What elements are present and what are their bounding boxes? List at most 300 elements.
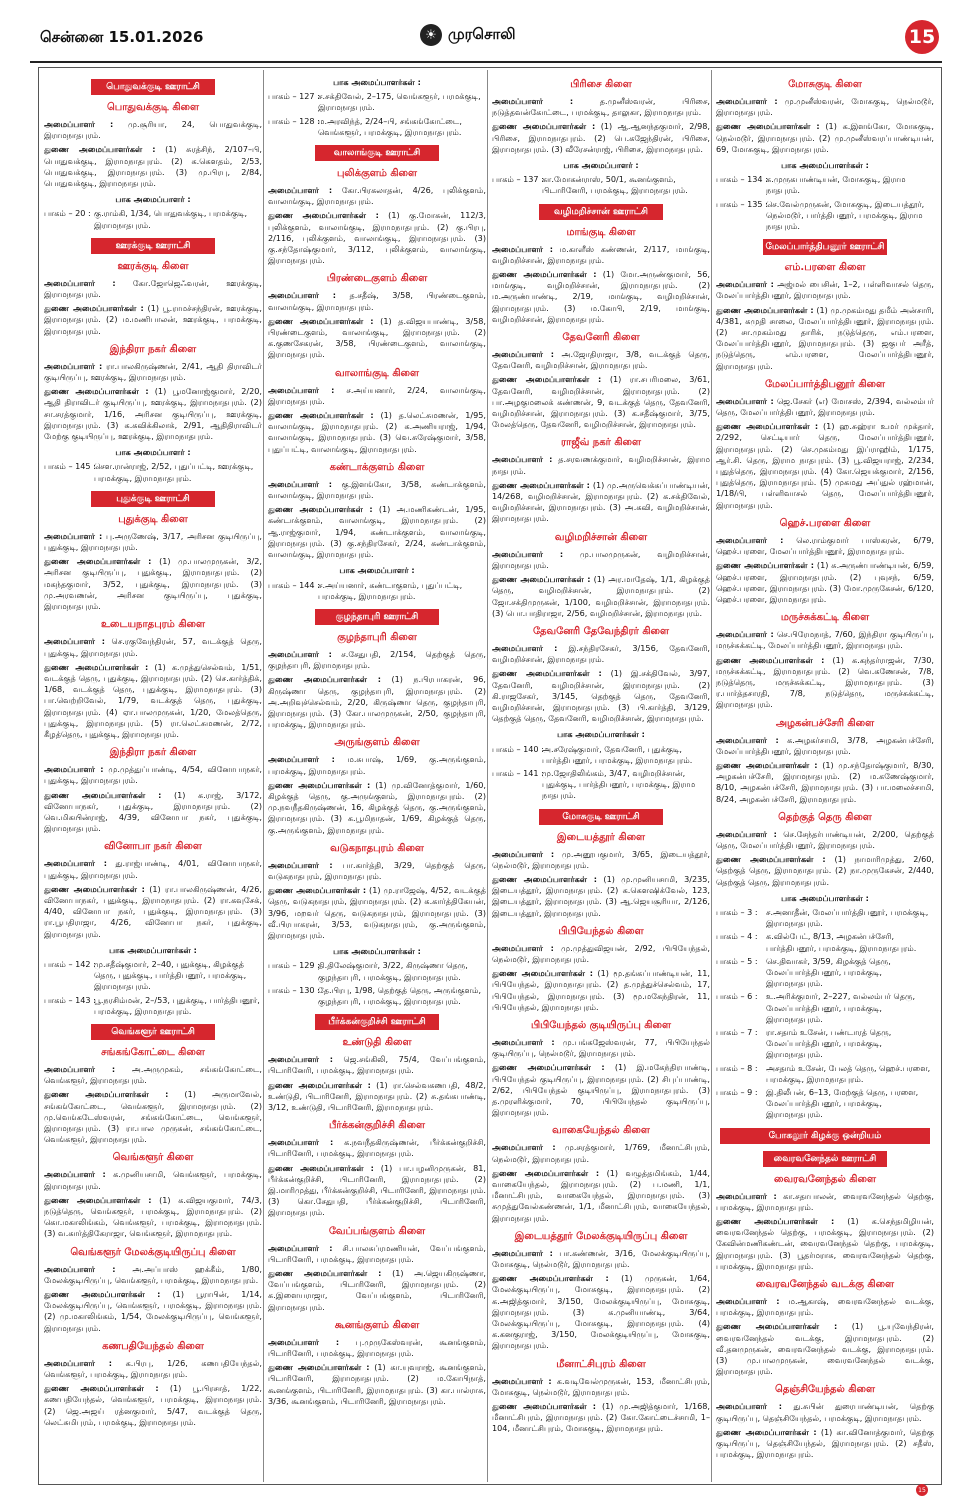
branch-title: மேலப்பார்த்திபனூர் கிளை [764,378,886,390]
organizer-details: க.வடிவேல்முருகன், 153, மீனாட்சிபுரம், மோசுகுடி, நெல்மடூர், இராமநாதபுரம். [492,1375,710,1397]
organizer-entry [268,1243,486,1265]
role-label: துணை அமைப்பாளர்கள் : [44,1194,152,1205]
organizer-entry [492,874,710,919]
booth-entry [716,1063,934,1085]
branch-title: இந்திரா நகர் கிளை [109,343,197,355]
role-label: அமைப்பாளர் : [268,384,335,395]
organizer-entry [716,121,934,155]
organizer-entry [44,884,262,940]
role-label: துணை அமைப்பாளர்கள் : [492,574,591,585]
booth-organizers-heading: பாக அமைப்பாளர்கள் : [333,77,421,87]
organizer-entry [492,349,710,371]
organizer-details: அஜ்மல் பைசின், 1–2, பள்ளிவாசல் தெரு, மேலப்பார்த்திபனூர், இராமநாதபுரம். [716,279,934,301]
booth-number: பாகம் – 8 : [716,1062,758,1073]
organizer-entry [492,849,710,871]
organizer-details: (1) ஆ.ஆனந்தகுமார், 2/98, பிரிசை, இராமநாதபுரம். (2) பெ.கஜேந்திரன், பிரிசை, இராமநாதபுரம். (3) வீரேசன்ராஜ், பிரிசை, இராமநாதபுரம். [492,121,710,154]
branch-title: இந்திரா நகர் கிளை [109,747,197,759]
booth-organizer: ச.அய்யனார், கண்டாகுளம், புதுப்பட்டி, பரமக்குடி, இராமநாதபுரம். [318,579,463,601]
edition-date: சென்னை 15.01.2026 [40,28,204,46]
branch-title: பிபியேந்தல் குடியிருப்பு கிளை [531,1019,671,1031]
organizer-details: மு.சரத்குமார், 1/769, மீனாட்சிபுரம், நெல்மடூர், இராமநாதபுரம். [492,1142,710,1164]
organizer-entry [716,96,934,118]
booth-organizer: செ.வேல்முருகன், மோசுகுடி, இடையத்தூர், நெல்மடூர், பார்த்திபனூர், பரமக்குடி, இராம நாதபுரம். [766,198,925,232]
organizer-details: மு.முத்துப்பாண்டி, 4/54, வினோபாநகர், புதுக்குடி, இராமநாதபுரம். [44,764,262,786]
role-label: அமைப்பாளர் : [492,1036,555,1047]
booth-organizer: க.வில்பேட், 8/13, அழகன்பச்சேரி, பார்த்திபனூர், பரமக்குடி, இராமநாதபுரம். [766,931,917,953]
role-label: துணை அமைப்பாளர்கள் : [492,968,593,979]
organizer-details: செ.பிரேமநாத், 7/60, இந்திரா குடியிருப்பு, மருச்சுக்கட்டி, மேலப்பார்த்திபனூர், இராமநாதபுரம். [716,629,934,651]
booth-entry [716,1087,934,1121]
role-label: அமைப்பாளர் : [492,642,558,653]
role-label: அமைப்பாளர் : [268,754,335,765]
organizer-entry [268,210,486,266]
organizer-entry [492,1273,710,1351]
organizer-entry [44,1264,262,1286]
branch-title: வடுகநாதபுரம் கிளை [330,842,424,854]
role-label: அமைப்பாளர் : [268,290,336,301]
organizer-details: லெ.ராம்குமார் பாஸ்கரன், 6/79, ஹெச்.பரளை, மேலப்பார்த்திபனூர், இராமநாதபுரம். [716,534,934,557]
branch-title: தேவனேரி கிளை [562,332,640,344]
branch-title: கண்டாக்குளம் கிளை [329,461,425,473]
organizer-entry [268,1054,486,1076]
panchayat-header: மோசுகுடி ஊராட்சி [539,809,663,825]
branch-title: புதுக்குடி கிளை [118,513,188,525]
branch-title: பிரிசை கிளை [570,79,632,90]
branch-title: பிபியேந்தல் கிளை [558,925,644,937]
booth-entry [716,199,934,233]
organizer-details: (1) பா.பழனிமுருகன், 81, பீர்க்கன்குறிச்சி, பிடாரினேரி, இராமநாதபுரம். (2) இ.மாரிமுத்து, பீர்க்கன்குறிச்சி, பிடாரினேரி, இராமநாதபுரம். (3) கொ.சேதுபதி, பீர்க்கன்குறிச்சி, பிடாரினேரி, இராமநாதபுரம். [268,1162,486,1218]
organizer-details: க.பிரபு, 1/26, கணபதியேந்தல், வெங்களூர், பரமக்குடி, இராமநாதபுரம். [44,1357,262,1380]
booth-entry [44,959,262,993]
organizer-entry [44,790,262,835]
organizer-entry [268,780,486,836]
booth-entry [268,960,486,982]
role-label: துணை அமைப்பாளர்கள் : [716,759,818,770]
role-label: அமைப்பாளர் : [268,1137,334,1148]
branch-title: கணபதியேந்தல் கிளை [102,1340,204,1352]
column-1 [44,72,262,1480]
branch-title: மோசுகுடி கிளை [788,79,862,90]
organizer-details: (1) கு.மோகன், 112/3, புலிக்குளம், வாலாங்குடி, இராமநாதபுரம். (2) கு.பிரபு, 2/116, புலிக்குளம், வாலாங்குடி, இராமநாதபுரம். (3) கு.சந்தோஷ்குமார், 3/112, புலிக்குளம், வாலாங்குடி, இராமநாதபுரம். [268,210,486,266]
booth-organizer: சௌ.ரான்ராஜ், 2/52, புதுப்பட்டி, ஊரக்குடி, பரமக்குடி, இராமநாதபுரம். [94,461,254,483]
booth-organizers-heading: பாக அமைப்பாளர்கள் : [333,946,421,957]
role-label: அமைப்பாளர் : [44,1263,116,1274]
booth-organizer: மு.சதீஷ்குமார், 2–40, புதுக்குடி, கிழக்குத் தெரு, புதுக்குடி, பார்த்திபனூர், பரமக்குடி, இராமநாதபுரம். [94,958,247,992]
role-label: அமைப்பாளர் : [492,1375,552,1386]
masthead [0,0,972,62]
organizer-entry [44,764,262,786]
organizer-entry [716,421,934,511]
role-label: அமைப்பாளர் : [716,534,784,545]
booth-organizers-heading: பாக அமைப்பாளர்கள் : [781,160,869,171]
organizer-entry [716,629,934,651]
organizer-entry [716,1296,934,1318]
organizer-entry [716,1216,934,1272]
branch-title: மருச்சுக்கட்டி கிளை [780,612,870,624]
panchayat-header: புதுக்குடி ஊராட்சி [91,491,215,507]
booth-entry [716,931,934,953]
role-label: துணை அமைப்பாளர்கள் : [268,210,379,221]
role-label: அமைப்பாளர் : [492,548,564,559]
organizer-details: பா.கார்த்தி, 3/29, தெற்குத் தெரு, வடுகநாதபுரம், இராமநாதபுரம். [268,859,486,881]
organizer-entry [268,316,486,361]
organizer-details: கோ.ஜோஜெஃவரன், ஊரக்குடி, இராமநாதபுரம். [44,277,262,300]
branch-title: குழந்தாபுரி கிளை [337,631,417,643]
organizer-details: (1) பூராபின், 1/14, மேலக்குடியிருப்பு, வெங்களூர், பரமக்குடி, இராமநாதபுரம். (2) மு.மகாலிங்கம், 1/54, மேலக்குடியிருப்பு, வெங்களூர், இராமநாதபுரம். [44,1289,262,1333]
role-label: துணை அமைப்பாளர்கள் : [492,1062,605,1073]
role-label: அமைப்பாளர் : [492,942,554,953]
organizer-details: மு.பங்கஜேஸ்வரன், 77, பிபியேந்தல் குடியிருப்பு, நெல்மடூர், இராமநாதபுரம். [492,1036,710,1059]
role-label: அமைப்பாளர் : [44,1357,113,1368]
organizer-entry [44,144,262,189]
organizer-details: ச.அய்யனார், 2/24, வாலாங்குடி, இராமநாதபுரம். [268,384,486,406]
branch-title: எம்.பரளை கிளை [784,262,866,274]
booth-organizer: ச.அனாதீன், மேலப்பார்த்திபனூர், பரமக்குடி, இராமநாதபுரம். [766,906,929,929]
role-label: துணை அமைப்பாளர்கள் : [492,1401,597,1412]
role-label: துணை அமைப்பாளர்கள் : [716,1426,817,1437]
role-label: துணை அமைப்பாளர்கள் : [44,386,149,397]
organizer-details: அ.அப்பாஸ் ஹக்கீம், 1/80, மேலக்குடியிருப்பு, வெங்களூர், பரமக்குடி, இராமநாதபுரம். [44,1263,262,1285]
newspaper-logo [420,24,516,46]
organizer-entry [268,290,486,312]
role-label: அமைப்பாளர் : [716,1296,780,1307]
role-label: துணை அமைப்பாளர்கள் : [44,303,144,314]
organizer-details: (1) ரா.செல்வகணபதி, 48/2, உண்டுதி, பிடாரினேரி, இராமநாதபுரம். (2) சு.தங்கபாண்டி, 3/12, உண்டுதி, பிடாரினேரி, இராமநாதபுரம். [268,1079,486,1112]
organizer-entry [492,374,710,430]
booth-organizers-heading: பாக அமைப்பாளர்கள் : [781,892,869,903]
booth-number: பாகம் – 3 : [716,906,758,917]
booth-number: பாகம் – 129 : [268,960,320,971]
organizer-entry [268,479,486,501]
organizer-entry [268,649,486,671]
booth-organizer: தே.பிரபு, 1/98, தெற்குத் தெரு, அருங்குளம், குழந்தாபுரி, பரமக்குடி, இராமநாதபுரம். [318,984,482,1006]
booth-number: பாகம் – 143 : [44,994,96,1005]
organizer-entry [716,735,934,757]
booth-organizer: க.முருகபாண்டியன், மோசுகுடி, இராம நாதபுரம். [766,174,906,196]
organizer-details: (1) க.ராஜ், 3/172, வினோபாநகர், புதுக்குடி, இராமநாதபுரம். (2) வெ.மிகயின்ராஜ், 4/39, வினோபா நகர், புதுக்குடி, இராமநாதபுரம். [44,789,262,834]
booth-number: பாகம் – 130 : [268,984,320,995]
branch-title: புலிக்குளம் கிளை [336,168,418,180]
booth-entry [716,174,934,196]
role-label: அமைப்பாளர் : [492,349,554,360]
role-label: அமைப்பாளர் : [268,1336,340,1347]
role-label: துணை அமைப்பாளர்கள் : [268,1362,370,1373]
role-label: துணை அமைப்பாளர்கள் : [716,654,825,665]
role-label: துணை அமைப்பாளர்கள் : [268,1079,371,1090]
organizer-entry [44,1195,262,1240]
booth-organizer: அ.சரேஷ்குமார், தேவனேரி, புதுக்குடி, பார்த்திபனூர், பரமக்குடி, இராமநாதபுரம். [542,743,693,765]
organizer-details: (1) மு.பாலமுருகன், 3/2, அரிசன குடியிருப்பு, புதுக்குடி, இராமநாதபுரம். (2) மகந்தகுமார், 3/52, புதுக்குடி, இராமநாதபுரம். (3) மு.அரவணன், அரிசன குடியிருப்பு, புதுக்குடி, இராமநாதபுரம். [44,556,262,612]
branch-title: இடையத்தூர் மேலக்குடியிருப்பு கிளை [514,1230,688,1242]
branch-title: வினோபா நகர் கிளை [104,841,202,853]
organizer-details: க.முனியசாமி, வெங்களூர், பரமக்குடி, இராமநாதபுரம். [44,1169,262,1191]
branch-title: வாகையேந்தல் கிளை [552,1125,650,1137]
organizer-entry [44,1089,262,1145]
column-3 [492,72,710,1480]
role-label: அமைப்பாளர் : [716,734,779,745]
role-label: துணை அமைப்பாளர்கள் : [716,421,819,432]
role-label: அமைப்பாளர் : [44,764,104,775]
role-label: அமைப்பாளர் : [44,277,116,288]
organizer-details: பு.முருகேஸ்வரன், கூனங்குளம், பிடாரினேரி, பரமக்குடி, இராமநாதபுரம். [268,1336,486,1359]
booth-number: பாகம் – 135 : [716,198,768,209]
booth-organizer: உ.அரிக்குமார், 2–227, வல்லம்பர் தெரு, மேலப்பார்த்திபனூர், பரமக்குடி, இராமநாதபுரம். [766,991,916,1024]
organizer-details: மு.முனீஸ்வரன், மோசுகுடி, நெல்மடூர், இராமநாதபுரம். [716,96,934,118]
booth-number: பாகம் – 128 : [268,115,320,126]
branch-title: பிரண்டைகுளம் கிளை [326,273,428,285]
organizer-details: கு.இளங்கோ, 3/58, கண்டாக்குளம், வாலாங்குடி, இராமநாதபுரம். [268,478,486,501]
branch-title: தெஞ்சியேந்தல் கிளை [775,1384,875,1396]
organizer-details: பா.கண்ணன், 3/16, மேலக்குடியிருப்பு, மோசுகுடி, நெல்மடூர், இராமநாதபுரம். [492,1247,710,1270]
organizer-entry [268,185,486,207]
booth-organizer: அசதாம் உசேன், பேலத் தெரு, ஹெச்.பரளை, பரமக்குடி, இராமநாதபுரம். [766,1062,931,1084]
organizer-details: (1) பூ.பிரசாத், 1/22, கணபதியேந்தல், வெங்களூர், பரமக்குடி, இராமநாதபுரம். (2) ஜெ.அஜய் ரத்னகுமார், 5/47, வடக்குத் தெரு, லெட்சுமிபுரம், பரமக்குடி, இராமநாதபுரம். [44,1383,262,1427]
role-label: துணை அமைப்பாளர்கள் : [268,1268,382,1279]
panchayat-header: மேலப்பார்த்திபனூர் ஊராட்சி [763,239,887,255]
booth-organizers-heading: பாக அமைப்பாளர் : [115,194,191,205]
organizer-details: (1) க.விஜயகுமார், 74/3, நடுத்தெரு, வெங்களூர், பரமக்குடி, இராமநாதபுரம். (2) கொ.மகாலிங்கம், வெங்களூர், பரமக்குடி, இராமநாதபுரம். (3) வ.கார்த்திகேராஜா, வெங்களூர், இராமநாதபுரம். [44,1194,262,1239]
role-label: துணை அமைப்பாளர்கள் : [716,560,814,571]
organizer-entry [268,885,486,941]
branch-title: தெற்குத் தெரு கிளை [778,811,872,823]
branch-title: வெங்களூர் கிளை [112,1152,194,1164]
panchayat-header: வாலாங்குடி ஊராட்சி [315,145,439,161]
organizer-details: க.அழகர்சாமி, 3/78, அழகன்பச்சேரி, மேலப்பார்த்திபனூர், இராமநாதபுரம். [716,734,934,756]
organizer-entry [716,829,934,851]
booth-number: பாகம் – 127 : [268,91,320,102]
organizer-entry [716,854,934,888]
organizer-entry [268,754,486,776]
organizer-details: ரா.பாலகிருஷ்ணன், 2/41, ஆதி திராவிடர் குடியிருப்பு, ஊரக்குடி, இராமநாதபுரம். [44,360,262,383]
booth-organizer: ச.சக்திவேல், 2–175, வெங்களூர், பரமக்குடி, இராமநாதபுரம். [318,91,481,113]
organizer-details: ஜெ.சேகர் (எ) மோசஸ், 2/394, வல்லம்பர் தெரு, மேலப்பார்த்திபனூர், இராமநாதபுரம். [716,395,934,418]
role-label: அமைப்பாளர் : [268,478,333,489]
organizer-details: (1) மு.வினோத்குமார், 1/60, கிழக்குத் தெரு, கு.அருங்குளம், இராமநாதபுரம். (2) மு.நவநீதகிருஷ்ணன், 16, கிழக்குத் தெரு, கு.அருங்குளம், இராமநாதபுரம். (3) க.பூமிநாதன், 1/69, கிழக்குத் தெரு, கு.அருங்குளம், இராமநாதபுரம். [268,779,486,835]
organizer-entry [492,480,710,525]
organizer-entry [716,655,934,711]
organizer-entry [44,1383,262,1428]
organizer-details: (1) வழுத்தமிங்கம், 1/44, வாகையேந்தல், இராமநாதபுரம். (2) ப.மணி, 1/1, மீனாட்சிபுரம், வாகையேந்தல், இராமநாதபுரம். (3) சுமுத்துவேல்கண்ணன், 1/1, மீனாட்சிபுரம், வாகையேந்தல், இராமநாதபுரம். [492,1167,710,1223]
booth-organizer: இ.திலீபன், 6–13, மேற்குத் தெரு, பரளை, மேலப்பார்த்திபனூர், பரமக்குடி, இராமநாதபுரம். [766,1087,919,1120]
branch-title: இடையத்தூர் கிளை [556,831,646,843]
page-corner-mark: 15 [916,1484,928,1496]
organizer-entry [492,454,710,476]
branch-title: வழிமறிச்சான் கிளை [554,531,648,543]
role-label: அமைப்பாளர் : [268,859,333,870]
role-label: துணை அமைப்பாளர்கள் : [44,556,152,567]
organizer-details: இ.சந்திரசேகர், 3/156, தேவனேரி, வழிமறிச்சான், இராமநாதபுரம். [492,642,710,665]
organizer-details: (1) மு.முகம்மது தமீம் அன்சாரி, 4/381, கமுதி சாலை, மேலப்பார்த்திபனூர், இராமநாதபுரம். (2) சா.முகம்மது தாரிக், நடுத்தெரு, எம்.பரளை, மேலப்பார்த்திபனூர், இராமநாதபுரம். (3) ஜகுபர் அரீத், நடுத்தெரு, எம்.பரளை, மேலப்பார்த்திபனூர், இராமநாதபுரம். [716,304,934,371]
organizer-entry [492,1248,710,1270]
organizer-details: (1) பூமனோஜ்குமார், 2/20, ஆதி திராவிடர் குடியிருப்பு, ஊரக்குடி, இராமநாதபுரம். (2) சா.சரத்குமார், 1/16, அரிசன குடியிருப்பு, ஊரக்குடி, இராமநாதபுரம். (3) க.கவிக்கிலாக், 2/91, ஆதிதிராவிடர் மேற்கு குடியிருப்பு, ஊரக்குடி, இராமநாதபுரம். [44,386,262,442]
organizer-entry [492,269,710,325]
role-label: துணை அமைப்பாளர்கள் : [716,854,826,865]
booth-number: பாகம் – 145 : [44,461,96,472]
organizer-entry [268,860,486,882]
organizer-entry [492,1142,710,1164]
branch-title: உண்டுதி கிளை [342,1037,412,1049]
organizer-entry [44,119,262,141]
organizer-details: மு.முத்துவிஜயன், 2/92, பிபியேந்தல், நெல்மடூர், இராமநாதபுரம். [492,942,710,964]
organizer-entry [492,643,710,665]
organizer-details: (1) அ.மணிகண்டன், 1/95, கண்டாக்குளம், வாலாங்குடி, இராமநாதபுரம். (2) ஆ.ராஜ்குமார், 1/94, கண்டாக்குளம், வாலாங்குடி, இராமநாதபுரம். (3) கு.சந்திரசேகர், 2/24, கண்டாக்குளம், வாலாங்குடி, இராமநாதபுரம். [268,504,486,560]
organizer-details: (1) அ.ஜெயகிருஷ்ணா, வேப்பங்குளம், பிடாரினேரி, இராமநாதபுரம். (2) க.இளையராஜா, வேப்பங்குளம், பிடாரினேரி, இராமநாதபுரம். [268,1268,486,1312]
booth-number: பாகம் – 144 : [268,579,320,590]
panchayat-header: போகலூர் கிழக்கு ஒன்றியம் [720,1128,930,1144]
branch-title: பீர்க்கன்குறிச்சி கிளை [328,1120,426,1132]
organizer-entry [492,574,710,619]
role-label: அமைப்பாளர் : [492,1142,556,1153]
organizer-details: (1) பூ.ராமச்சந்திரன், ஊரக்குடி, இராமநாதபுரம். (2) ம.மணிபாலன், ஊரக்குடி, பரமக்குடி, இராமநாதபுரம். [44,303,262,336]
organizer-details: (1) கா.வினோத்குமார், தெற்கு குடியிருப்பு, தெஞ்சியேந்தல், இராமநாதபுரம். (2) சதீஸ், பரமக்குடி, இராமநாதபுரம். [716,1426,934,1460]
role-label: அமைப்பாளர் : [44,636,105,647]
organizer-entry [716,396,934,418]
booth-organizer: ரா.சதாம் உசேன், பண்டாரத் தெரு, மேலப்பார்த்திபனூர், பரமக்குடி, இராமநாதபுரம். [766,1027,892,1060]
role-label: துணை அமைப்பாளர்கள் : [44,661,149,672]
organizer-entry [492,668,710,724]
column-divider [263,70,264,1482]
role-label: அமைப்பாளர் : [716,629,774,640]
organizer-details: (1) ஹ.சுஹ்ரா உமர் முக்தார், 2/292, செட்டியார் தெரு, மேலப்பார்த்திபனூர், இராமநாதபுரம். (2) செ.முகம்மது இப்ராஹிம், 1/175, ஆர்.சி. தெரு, இராம நாதபுரம். (3) பூ.விஜயராஜ், 2/234, புதுத்தெரு, இராமநாதபுரம். (4) கோ.ஜெயக்குமார், 2/156, புதுத்தெரு, இராமநாதபுரம். (5) முகமது அப்துல் ரஹ்மான், 1/18/பி, பள்ளிவாசல் தெரு, மேலப்பார்த்திபனூர், இராமநாதபுரம். [716,421,934,510]
panchayat-header: வழிமறிச்சான் ஊராட்சி [539,204,663,220]
organizer-entry [44,1358,262,1380]
organizer-details: (1) ந.பிரபாகரன், 96, கிருஷ்ணா தெரு, குழந்தாபுரி, இராமநாதபுரம். (2) அ.அறிவுச்செல்வம், 2/20, கிருஷ்ணா தெரு, குழந்தாபுரி, இராமநாதபுரம். (3) கோ.பாலமுருகன், 2/50, குழந்தாபுரி, பரமக்குடி, இராமநாதபுரம். [268,674,486,730]
role-label: துணை அமைப்பாளர்கள் : [44,1089,169,1100]
booth-number: பாகம் – 4 : [716,931,758,942]
role-label: அமைப்பாளர் : [716,828,777,839]
role-label: அமைப்பாளர் : [492,454,553,465]
role-label: துணை அமைப்பாளர்கள் : [492,269,597,280]
organizer-details: மு.அனூபகுமார், 3/65, இடையத்தூர், நெல்மடூர், இராமநாதபுரம். [492,848,710,870]
organizer-details: த.சரவணக்குமார், வழிமறிச்சான், இராம நாதபுரம். [492,454,710,476]
organizer-details: (1) ரா.சபரிமலை, 3/61, தேவனேரி, வழிமறிச்சான், இராமநாதபுரம். (2) பா.அழகுமலைக் கண்ணன், 9, வடக்குத் தெரு, தேவனேரி, வழிமறிச்சான், இராமநாதபுரம். (3) க.சதீஷ்குமார், 3/75, மேலத்தெரு, தேவனேரி, வழிமறிச்சான், இராமநாதபுரம். [492,374,710,430]
organizer-entry [492,549,710,571]
booth-entry [492,744,710,766]
role-label: துணை அமைப்பாளர்கள் : [44,1289,161,1300]
role-label: துணை அமைப்பாளர்கள் : [268,885,367,896]
column-2 [268,72,486,1480]
role-label: துணை அமைப்பாளர்கள் : [44,144,156,155]
branch-title: மாங்குடி கிளை [566,226,636,238]
booth-number: பாகம் – 134 : [716,174,768,185]
organizer-details: து.ராஜ்பாண்டி, 4/01, வினோபாநகர், புதுக்குடி, இராமநாதபுரம். [44,858,262,880]
organizer-details: க.நவநீதகிருஷ்ணன், பீர்க்கன்குறிச்சி, பிடாரினேரி, பரமக்குடி, இராமநாதபுரம். [268,1137,486,1159]
organizer-entry [268,410,486,455]
organizer-details: ஜெ.சங்கிலி, 75/4, வேப்பங்குளம், பிடாரினேரி, பரமக்குடி, இராமநாதபுரம். [268,1054,486,1076]
organizer-details: (1) பூ.யுவேந்திரன், வைரவனேந்தல் வடக்கு, இராமநாதபுரம். (2) வீ.தனமுருகன், வைரவனேந்தல் வடக்கு, இராமநாதபுரம். (3) மு.பாலமுருகன், வைரவனேந்தல் வடக்கு, இராமநாதபுரம். [716,1321,934,1377]
role-label: அமைப்பாளர் : [716,395,774,406]
booth-number: பாகம் – 5 : [716,955,758,966]
role-label: துணை அமைப்பாளர்கள் : [268,410,374,421]
organizer-details: (1) இ.மகேந்திரபாண்டி, பிபியேந்தல் குடியிருப்பு, இராமநாதபுரம். (2) சிபுப்பாண்டி, 2/62, பிபியேந்தல் குடியிருப்பு, இராமநாதபுரம். (3) த.முரளிக்குமார், 70, பிபியேந்தல் குடியிருப்பு, இராமநாதபுரம். [492,1062,710,1118]
masthead-rule [30,61,942,63]
booth-entry [268,116,486,138]
organizer-entry [44,1169,262,1191]
organizer-entry [44,361,262,383]
organizer-details: (1) க.கந்தர்ராஜன், 7/30, மருச்சுக்கட்டி, இராமநாதபுரம். (2) வெ.கணேசன், 7/8, நடுத்தெரு, மருச்சுக்கட்டி, இராமநாதபுரம். (3) ர.பார்த்தசாரதி, 7/8, நடுத்தெரு, மருச்சுக்கட்டி, இராமநாதபுரம். [716,654,934,710]
organizer-details: து.சுபின் துரைபாண்டியன், தெற்கு குடியிருப்பு, தெஞ்சியேந்தல், பரமக்குடி, இராமநாதபுரம். [716,1401,934,1423]
organizer-entry [716,1321,934,1377]
organizer-details: பு.அருணேஷ், 3/17, அரிசன குடியிருப்பு, புதுக்குடி, இராமநாதபுரம். [44,530,262,553]
organizer-details: செ.சேந்தர்பாண்டியன், 2/200, தெற்குத் தெரு, மேலப்பார்த்திபனூர், இராமநாதபுரம். [716,828,934,850]
booth-organizers-heading: பாக அமைப்பாளர் : [563,160,639,171]
panchayat-header: வெங்களூர் ஊராட்சி [91,1024,215,1040]
role-label: அமைப்பாளர் : [492,1247,553,1258]
role-label: அமைப்பாளர் : [44,1063,116,1074]
booth-entry [44,461,262,483]
organizer-details: (1) மோ.அருண்குமார், 56, மாங்குடி, வழிமறிச்சான், இராமநாதபுரம். (2) ம.அருண்பாண்டி, 2/19, மாங்குடி, வழிமறிச்சான், இராமநாதபுரம். (3) ம.கோபி, 2/19, மாங்குடி, வழிமறிச்சான், இராமநாதபுரம். [492,269,710,324]
booth-organizers-heading: பாக அமைப்பாளர் : [115,447,191,458]
booth-number: பாகம் – 7 : [716,1027,758,1037]
branch-title: வைரவனேந்தல் கிளை [774,1173,876,1185]
role-label: அமைப்பாளர் : [492,848,555,859]
organizer-entry [492,968,710,1013]
organizer-entry [716,305,934,372]
organizer-details: (1) த.விஜயபாண்டி, 3/58, பிரண்டைகுளம், வாலாங்குடி, இராமநாதபுரம். (2) க.குணசேகரன், 3/58, பிரண்டைகுளம், வாலாங்குடி, இராமநாதபுரம். [268,315,486,360]
organizer-details: (1) மு.சந்தோஷ்குமார், 8/30, அழகன்பச்சேரி, இராமநாதபுரம். (2) ம.கணேஷ்குமார், 8/10, அழகன்பச்சேரி, இராமநாதபுரம். (3) பா.மலைச்சாமி, 8/24, அழகன்பச்சேரி, இராமநாதபுரம். [716,759,934,804]
booth-organizer: கு.ராம்கி, 1/34, பொதுவக்குடி, பரமக்குடி, இராமநாதபுரம். [94,208,248,230]
organizer-details: மு.சூரியா, 24, பொதுவக்குடி, இராமநாதபுரம். [44,119,262,141]
organizer-entry [44,556,262,612]
organizer-entry [44,858,262,880]
organizer-entry [268,674,486,730]
booth-number: பாகம் – 140 : [492,743,544,754]
role-label: துணை அமைப்பாளர்கள் : [268,504,373,515]
organizer-entry [268,385,486,407]
organizer-details: (1) அருமாவேல், சங்கங்கோட்டை, வெங்களூர், இராமநாதபுரம். (2) மு.வெங்கடேஸ்வரன், சங்கங்கோட்டை, வெங்களூர், இராமநாதபுரம். (3) ரா.பால முருகன், சங்கங்கோட்டை, வெங்களூர், இராமநாதபுரம். [44,1089,262,1145]
role-label: துணை அமைப்பாளர்கள் : [268,1162,374,1173]
organizer-details: கோ.பிரகலாதன், 4/26, புலிக்குளம், வாலாங்குடி, இராமநாதபுரம். [268,185,486,207]
role-label: துணை அமைப்பாளர்கள் : [44,883,145,894]
role-label: துணை அமைப்பாளர்கள் : [268,674,382,685]
role-label: அமைப்பாளர் : [44,360,103,371]
organizer-entry [44,278,262,300]
branch-title: பொதுவக்குடி கிளை [106,102,200,113]
organizer-details: ம.ஆகாஷ், வைரவனேந்தல் வடக்கு, பரமக்குடி, இராமநாதபுரம். [716,1296,934,1318]
booth-organizers-heading: பாக அமைப்பாளர் : [339,565,415,576]
organizer-entry [716,1427,934,1461]
booth-organizer: பூ.நரசிம்மன், 2–/53, புதுக்குடி, பார்த்திபனூர், பரமக்குடி, இராமநாதபுரம். [94,994,260,1016]
organizer-entry [268,1080,486,1114]
organizer-entry [716,560,934,605]
role-label: அமைப்பாளர் : [268,185,333,196]
page-number-badge: 15 [905,20,939,54]
organizer-details: த.சதீஷ், 3/58, பிரண்டைகுளம், வாலாங்குடி, இராமநாதபுரம். [268,290,486,312]
role-label: அமைப்பாளர் : [716,96,778,106]
role-label: அமைப்பாளர் : [716,1190,777,1201]
branch-title: அருங்குளம் கிளை [334,737,420,749]
organizer-details: (1) சுரத்சிந், 2/107–பி, பொதுவக்குடி, இராமநாதபுரம். (2) க.கௌதம், 2/53, பொதுவக்குடி, இராமநாதபுரம். (3) மு.பிரபு, 2/84, பொதுவக்குடி, இராமநாதபுரம். [44,144,262,189]
role-label: துணை அமைப்பாளர்கள் : [492,1167,600,1178]
branch-title: வெங்களூர் மேலக்குடியிருப்பு கிளை [70,1246,236,1258]
panchayat-header: பொதுவக்குடி ஊராட்சி [91,79,215,95]
organizer-entry [268,1137,486,1159]
booth-number: பாகம் – 137 : [492,174,544,185]
role-label: அமைப்பாளர் : [268,648,332,659]
organizer-details: அ.அருமுகம், சங்கங்கோட்டை, வெங்களூர், இராமநாதபுரம். [44,1063,262,1086]
role-label: துணை அமைப்பாளர்கள் : [492,668,602,679]
role-label: துணை அமைப்பாளர்கள் : [492,479,590,490]
booth-organizer: தி.திலேஷ்குமார், 3/22, கிருஷ்ணா தெரு, குழந்தாபுரி, பரமக்குடி, இராமநாதபுரம். [318,960,468,982]
newspaper-name: முரசொலி [448,25,516,43]
organizer-entry [492,244,710,266]
organizer-entry [44,662,262,740]
booth-entry [716,907,934,929]
organizer-entry [492,1037,710,1059]
panchayat-header: குழந்தாபுரி ஊராட்சி [315,609,439,625]
organizer-details: (1) மு.அருவெக்கப்பாண்டியன், 14/268, வழிமறிச்சான், இராமநாதபுரம். (2) க.சக்திவேல், வழிமறிச்சான், இராமநாதபுரம். (3) அ.கவி, வழிமறிச்சான், இராமநாதபுரம். [492,479,710,524]
branch-title: வாலாங்குடி கிளை [334,367,420,379]
